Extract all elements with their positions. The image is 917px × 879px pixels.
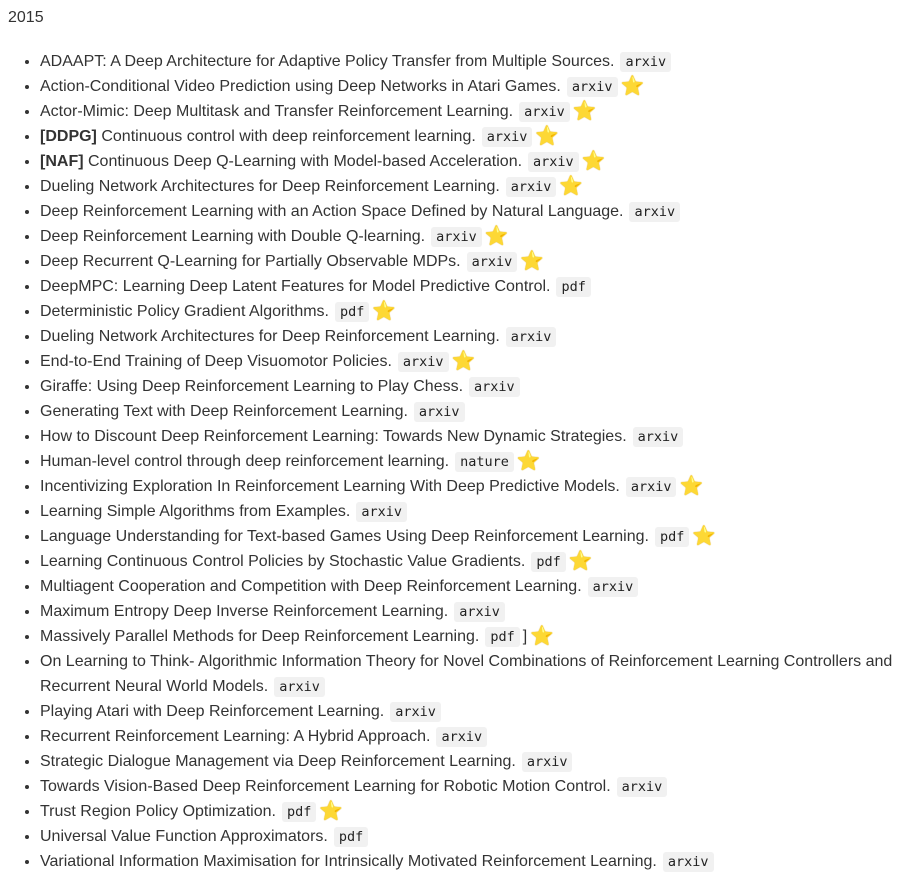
paper-abbreviation: [DDPG]: [40, 128, 97, 145]
paper-title: Deep Recurrent Q-Learning for Partially Observable MDPs.: [40, 253, 461, 270]
paper-title: Language Understanding for Text-based Games Using Deep Reinforcement Learning.: [40, 528, 649, 545]
paper-title: Continuous control with deep reinforcement learning.: [101, 128, 476, 145]
paper-link-tag[interactable]: pdf: [556, 277, 590, 297]
list-item: [40, 399, 917, 424]
paper-title: Towards Vision-Based Deep Reinforcement Learning for Robotic Motion Control.: [40, 778, 611, 795]
list-item: [40, 824, 917, 849]
paper-link-tag[interactable]: arxiv: [390, 702, 441, 722]
paper-title: On Learning to Think- Algorithmic Information Theory for Novel Combinations of Reinforcement Learning Controllers and Recurrent Neural World Models.: [40, 653, 893, 695]
paper-link-tag[interactable]: arxiv: [467, 252, 518, 272]
list-item: [40, 224, 917, 249]
paper-title: Strategic Dialogue Management via Deep Reinforcement Learning.: [40, 753, 516, 770]
paper-title: ADAAPT: A Deep Architecture for Adaptive Policy Transfer from Multiple Sources.: [40, 53, 615, 70]
list-item: [40, 549, 917, 574]
paper-link-tag[interactable]: arxiv: [414, 402, 465, 422]
paper-link-tag[interactable]: pdf: [282, 802, 316, 822]
list-item: [40, 149, 917, 174]
list-item: [40, 849, 917, 874]
star-icon: ⭐: [559, 176, 584, 197]
list-item: [40, 499, 917, 524]
paper-link-tag[interactable]: arxiv: [629, 202, 680, 222]
star-icon: ⭐: [572, 101, 597, 122]
paper-link-tag[interactable]: arxiv: [620, 52, 671, 72]
paper-link-tag[interactable]: arxiv: [469, 377, 520, 397]
year-heading: 2015: [8, 9, 44, 26]
list-item: [40, 299, 917, 324]
list-item: [40, 524, 917, 549]
star-icon: ⭐: [319, 801, 343, 822]
paper-title: Maximum Entropy Deep Inverse Reinforcement Learning.: [40, 603, 449, 620]
paper-link-tag[interactable]: arxiv: [274, 677, 325, 697]
list-item: [40, 624, 917, 649]
star-icon: ⭐: [451, 351, 476, 372]
paper-title: Trust Region Policy Optimization.: [40, 803, 276, 820]
star-icon: ⭐: [520, 251, 544, 272]
paper-title: Variational Information Maximisation for Intrinsically Motivated Reinforcement Learning.: [40, 853, 657, 870]
paper-link-tag[interactable]: pdf: [531, 552, 565, 572]
paper-link-tag[interactable]: arxiv: [519, 102, 570, 122]
paper-title: Deep Reinforcement Learning with Double Q-learning.: [40, 228, 426, 245]
paper-link-tag[interactable]: pdf: [334, 827, 368, 847]
paper-abbreviation: [NAF]: [40, 153, 84, 170]
paper-link-tag[interactable]: arxiv: [356, 502, 407, 522]
paper-link-tag[interactable]: pdf: [335, 302, 369, 322]
list-item: [40, 774, 917, 799]
list-item: [40, 99, 917, 124]
list-item: [40, 699, 917, 724]
paper-link-tag[interactable]: arxiv: [398, 352, 449, 372]
paper-list: [8, 49, 917, 874]
paper-title: Human-level control through deep reinforcement learning.: [40, 453, 450, 470]
paper-title: Multiagent Cooperation and Competition with Deep Reinforcement Learning.: [40, 578, 582, 595]
list-item: [40, 249, 917, 274]
paper-title: Playing Atari with Deep Reinforcement Learning.: [40, 703, 385, 720]
star-icon: ⭐: [620, 76, 645, 97]
paper-title: Universal Value Function Approximators.: [40, 828, 328, 845]
paper-title: Learning Continuous Control Policies by Stochastic Value Gradients.: [40, 553, 526, 570]
paper-title: Learning Simple Algorithms from Examples.: [40, 503, 351, 520]
star-icon: ⭐: [581, 151, 606, 172]
star-icon: ⭐: [535, 126, 560, 147]
star-icon: ⭐: [484, 226, 509, 247]
paper-link-tag[interactable]: arxiv: [506, 327, 557, 347]
star-icon: ⭐: [692, 526, 717, 547]
paper-link-tag[interactable]: pdf: [655, 527, 689, 547]
paper-link-tag[interactable]: arxiv: [588, 577, 639, 597]
paper-link-tag[interactable]: arxiv: [633, 427, 684, 447]
paper-link-tag[interactable]: arxiv: [663, 852, 714, 872]
paper-link-tag[interactable]: arxiv: [626, 477, 677, 497]
paper-title: End-to-End Training of Deep Visuomotor Policies.: [40, 353, 392, 370]
list-item: [40, 799, 917, 824]
star-icon: ⭐: [568, 551, 593, 572]
paper-title: Deterministic Policy Gradient Algorithms.: [40, 303, 329, 320]
list-item: [40, 649, 917, 699]
paper-title: DeepMPC: Learning Deep Latent Features for Model Predictive Control.: [40, 278, 551, 295]
paper-title: Dueling Network Architectures for Deep Reinforcement Learning.: [40, 178, 500, 195]
list-item: [40, 374, 917, 399]
paper-title: Massively Parallel Methods for Deep Reinforcement Learning.: [40, 628, 480, 645]
paper-title: Generating Text with Deep Reinforcement Learning.: [40, 403, 408, 420]
paper-title: Giraffe: Using Deep Reinforcement Learning to Play Chess.: [40, 378, 464, 395]
paper-title: Recurrent Reinforcement Learning: A Hybrid Approach.: [40, 728, 431, 745]
paper-link-tag[interactable]: arxiv: [431, 227, 482, 247]
paper-link-tag[interactable]: arxiv: [506, 177, 557, 197]
list-item: [40, 574, 917, 599]
paper-title: Deep Reinforcement Learning with an Action Space Defined by Natural Language.: [40, 203, 624, 220]
paper-title: Action-Conditional Video Prediction using Deep Networks in Atari Games.: [40, 78, 561, 95]
paper-link-tag[interactable]: nature: [455, 452, 514, 472]
star-icon: ⭐: [516, 451, 541, 472]
paper-link-tag[interactable]: arxiv: [528, 152, 579, 172]
list-item: [40, 724, 917, 749]
list-item: [40, 174, 917, 199]
paper-title: Dueling Network Architectures for Deep Reinforcement Learning.: [40, 328, 500, 345]
list-item: [40, 599, 917, 624]
list-item: [40, 199, 917, 224]
paper-link-tag[interactable]: arxiv: [454, 602, 505, 622]
paper-title: Actor-Mimic: Deep Multitask and Transfer Reinforcement Learning.: [40, 103, 514, 120]
list-item: [40, 474, 917, 499]
paper-title: How to Discount Deep Reinforcement Learning: Towards New Dynamic Strategies.: [40, 428, 627, 445]
paper-link-tag[interactable]: arxiv: [617, 777, 668, 797]
star-icon: ⭐: [372, 301, 397, 322]
paper-link-tag[interactable]: arxiv: [482, 127, 533, 147]
paper-title: Incentivizing Exploration In Reinforcement Learning With Deep Predictive Models.: [40, 478, 620, 495]
stray-bracket: ]: [522, 628, 528, 645]
list-item: [40, 74, 917, 99]
paper-link-tag[interactable]: arxiv: [567, 77, 618, 97]
paper-link-tag[interactable]: arxiv: [436, 727, 487, 747]
list-item: [40, 449, 917, 474]
paper-title: Continuous Deep Q-Learning with Model-based Acceleration.: [88, 153, 523, 170]
paper-link-tag[interactable]: pdf: [485, 627, 519, 647]
list-item: [40, 324, 917, 349]
list-item: [40, 49, 917, 74]
list-item: [40, 349, 917, 374]
list-item: [40, 124, 917, 149]
list-item: [40, 749, 917, 774]
list-item: [40, 424, 917, 449]
star-icon: ⭐: [530, 626, 554, 647]
paper-link-tag[interactable]: arxiv: [522, 752, 573, 772]
star-icon: ⭐: [679, 476, 704, 497]
list-item: [40, 274, 917, 299]
